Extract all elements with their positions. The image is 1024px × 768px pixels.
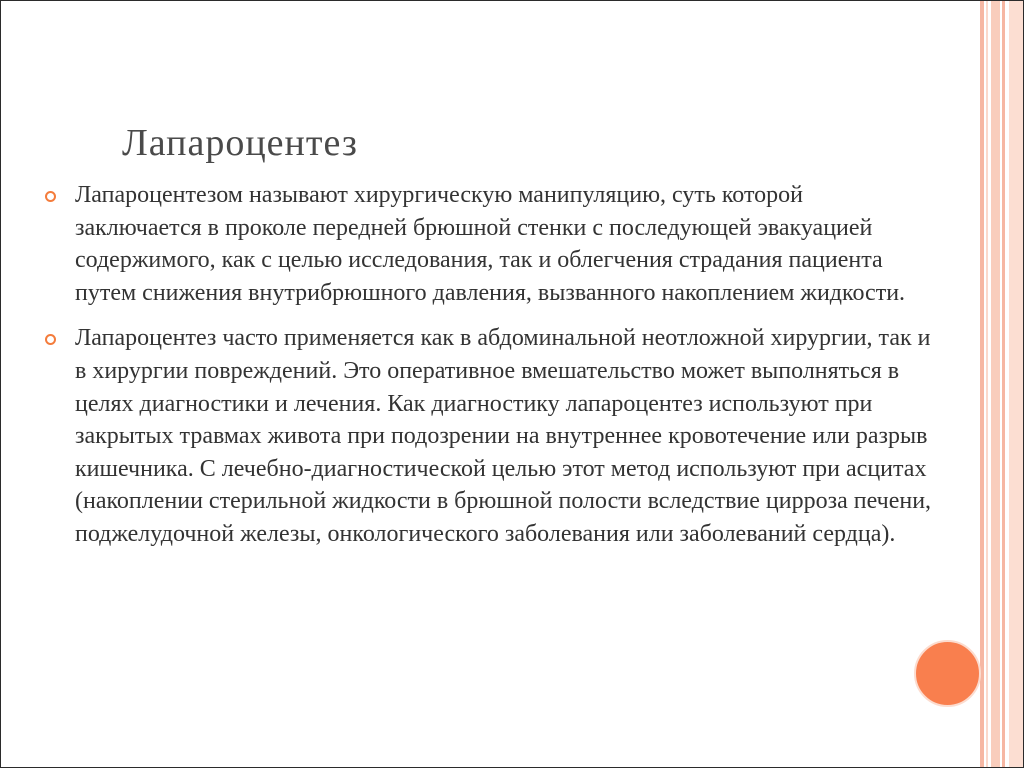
slide-title: Лапароцентез (122, 122, 358, 164)
decorative-stripe (991, 1, 1000, 767)
decorative-stripe (1009, 1, 1023, 767)
decorative-circle-icon (914, 640, 981, 707)
bullet-item-applications (45, 322, 935, 550)
bullet-text: Лапароцентез часто применяется как в абдоминальной неотложной хирургии, так и в хирургии повреждений. Это оперативное вмешательство может выполняться в целях диагностики и лечения. Как диагностику лапароцентез используют при закрытых травмах живота при подозрении на внутреннее кровотечение или разрыв кишечника. С лечебно-диагностической целью этот метод используют при асцитах (накоплении стерильной жидкости в брюшной полости вследствие цирроза печени, поджелудочной железы, онкологического заболевания или заболеваний сердца). (75, 325, 932, 547)
bullet-ring-icon (45, 334, 56, 345)
bullet-list (45, 179, 935, 564)
decorative-stripe (980, 1, 984, 767)
decorative-stripe (1002, 1, 1005, 767)
bullet-item-definition (45, 179, 935, 309)
bullet-ring-icon (45, 191, 56, 202)
bullet-text: Лапароцентезом называют хирургическую манипуляцию, суть которой заключается в проколе передней брюшной стенки с последующей эвакуацией содержимого, как с целью исследования, так и облегчения страдания пациента путем снижения внутрибрюшного давления, вызванного накоплением жидкости. (75, 182, 906, 306)
decorative-stripe (986, 1, 988, 767)
